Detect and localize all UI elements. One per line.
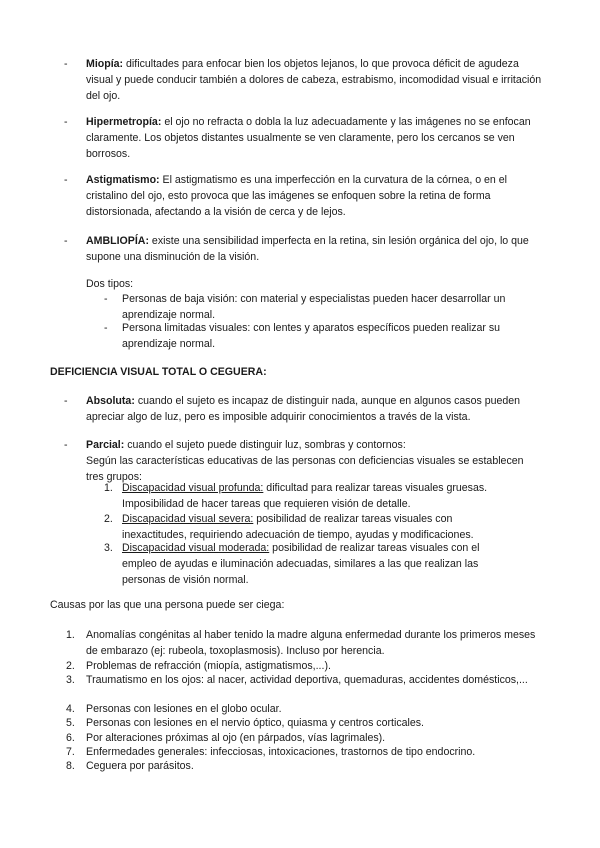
- causa-text: Por alteraciones próximas al ojo (en párpados, vías lagrimales).: [86, 732, 386, 744]
- desc-miopia: dificultades para enfocar bien los objetos lejanos, lo que provoca déficit de agudeza visual y puede conducir también a dolores de cabeza, estrabismo, incomodidad visual e irritación del ojo.: [86, 58, 542, 102]
- grupo-1: [104, 480, 504, 512]
- dash-bullet: -: [64, 439, 68, 451]
- dash-bullet: -: [104, 293, 108, 305]
- causa-item: [66, 672, 536, 688]
- causa-text: Traumatismo en los ojos: al nacer, actividad deportiva, quemaduras, accidentes domésticos,...: [86, 674, 528, 686]
- desc-astigmatismo: El astigmatismo es una imperfección en la curvatura de la córnea, o en el cristalino del ojo, esto provoca que las imágenes se enfoquen sobre la retina de forma distorsionada, afectando a la visión de cerca y de lejos.: [86, 174, 508, 218]
- grupo-desc: posibilidad de realizar tareas visuales con inexactitudes, requiriendo adecuación de tiempo, ayudas y modificaciones.: [122, 513, 474, 541]
- term-parcial: Parcial:: [86, 439, 125, 451]
- term-ambliopia: AMBLIOPÍA:: [86, 235, 149, 247]
- causa-number: 8.: [66, 760, 75, 772]
- term-astigmatismo: Astigmatismo:: [86, 174, 160, 186]
- grupo-title: Discapacidad visual severa:: [122, 513, 254, 525]
- grupo-3: [104, 540, 504, 588]
- term-miopia: Miopía:: [86, 58, 124, 70]
- causa-text: Ceguera por parásitos.: [86, 760, 194, 772]
- item-miopia: [64, 56, 544, 104]
- dos-tipos-item-2: [104, 320, 534, 352]
- dash-bullet: -: [64, 58, 68, 70]
- grupo-number: 1.: [104, 482, 113, 494]
- term-absoluta: Absoluta:: [86, 395, 135, 407]
- parcial-extra: Según las características educativas de las personas con deficiencias visuales se establecen tres grupos:: [86, 455, 524, 483]
- grupo-title: Discapacidad visual profunda:: [122, 482, 264, 494]
- causa-number: 6.: [66, 732, 75, 744]
- term-hipermetropia: Hipermetropía:: [86, 116, 162, 128]
- dos-tipos-item-1: [104, 291, 534, 323]
- grupo-desc: dificultad para realizar tareas visuales gruesas. Imposibilidad de hacer tareas que requieren visión de detalle.: [122, 482, 488, 510]
- desc-absoluta: cuando el sujeto es incapaz de distinguir nada, aunque en algunos casos pueden apreciar algo de luz, pero es imposible adquirir conocimientos a través de la vista.: [86, 395, 521, 423]
- dash-bullet: -: [64, 116, 68, 128]
- causa-number: 1.: [66, 629, 75, 641]
- grupo-title: Discapacidad visual moderada:: [122, 542, 270, 554]
- dash-bullet: -: [64, 395, 68, 407]
- item-hipermetropia: [64, 114, 544, 162]
- causa-text: Problemas de refracción (miopía, astigmatismos,...).: [86, 660, 331, 672]
- causa-text: Personas con lesiones en el nervio óptico, quiasma y centros corticales.: [86, 717, 424, 729]
- causa-item: [66, 758, 536, 774]
- causa-item: [66, 627, 536, 659]
- causa-number: 7.: [66, 746, 75, 758]
- causa-item: [66, 715, 536, 731]
- grupo-desc: posibilidad de realizar tareas visuales con el empleo de ayudas e iluminación adecuadas, similares a las que realizan las personas de visión normal.: [122, 542, 480, 586]
- causa-number: 5.: [66, 717, 75, 729]
- section-heading-ceguera: DEFICIENCIA VISUAL TOTAL O CEGUERA:: [50, 366, 267, 378]
- desc-parcial: cuando el sujeto puede distinguir luz, sombras y contornos:: [127, 439, 406, 451]
- dash-bullet: -: [104, 322, 108, 334]
- grupo-number: 2.: [104, 513, 113, 525]
- grupo-number: 3.: [104, 542, 113, 554]
- causa-text: Enfermedades generales: infecciosas, intoxicaciones, trastornos de tipo endocrino.: [86, 746, 476, 758]
- desc-ambliopia: existe una sensibilidad imperfecta en la retina, sin lesión orgánica del ojo, lo que supone una disminución de la visión.: [86, 235, 529, 263]
- dash-bullet: -: [64, 235, 68, 247]
- causas-intro: Causas por las que una persona puede ser ciega:: [50, 599, 285, 611]
- causa-text: Anomalías congénitas al haber tenido la madre alguna enfermedad durante los primeros meses de embarazo (ej: rubeola, toxoplasmosis). Incluso por herencia.: [86, 629, 536, 657]
- dos-tipos-text-2: Persona limitadas visuales: con lentes y aparatos específicos pueden realizar su aprendizaje normal.: [122, 322, 501, 350]
- dos-tipos-text-1: Personas de baja visión: con material y especialistas pueden hacer desarrollar un aprendizaje normal.: [122, 293, 506, 321]
- grupo-2: [104, 511, 504, 543]
- dos-tipos-intro: Dos tipos:: [86, 278, 134, 290]
- item-ambliopia: [64, 233, 544, 265]
- causa-text: Personas con lesiones en el globo ocular.: [86, 703, 282, 715]
- item-astigmatismo: [64, 172, 544, 220]
- item-absoluta: [64, 393, 544, 425]
- desc-hipermetropia: el ojo no refracta o dobla la luz adecuadamente y las imágenes no se enfocan claramente. Los objetos distantes usualmente se ven claramente, pero los cercanos se ven borrosos.: [86, 116, 531, 160]
- causa-number: 2.: [66, 660, 75, 672]
- item-parcial: [64, 437, 544, 485]
- dash-bullet: -: [64, 174, 68, 186]
- causa-number: 3.: [66, 674, 75, 686]
- causa-number: 4.: [66, 703, 75, 715]
